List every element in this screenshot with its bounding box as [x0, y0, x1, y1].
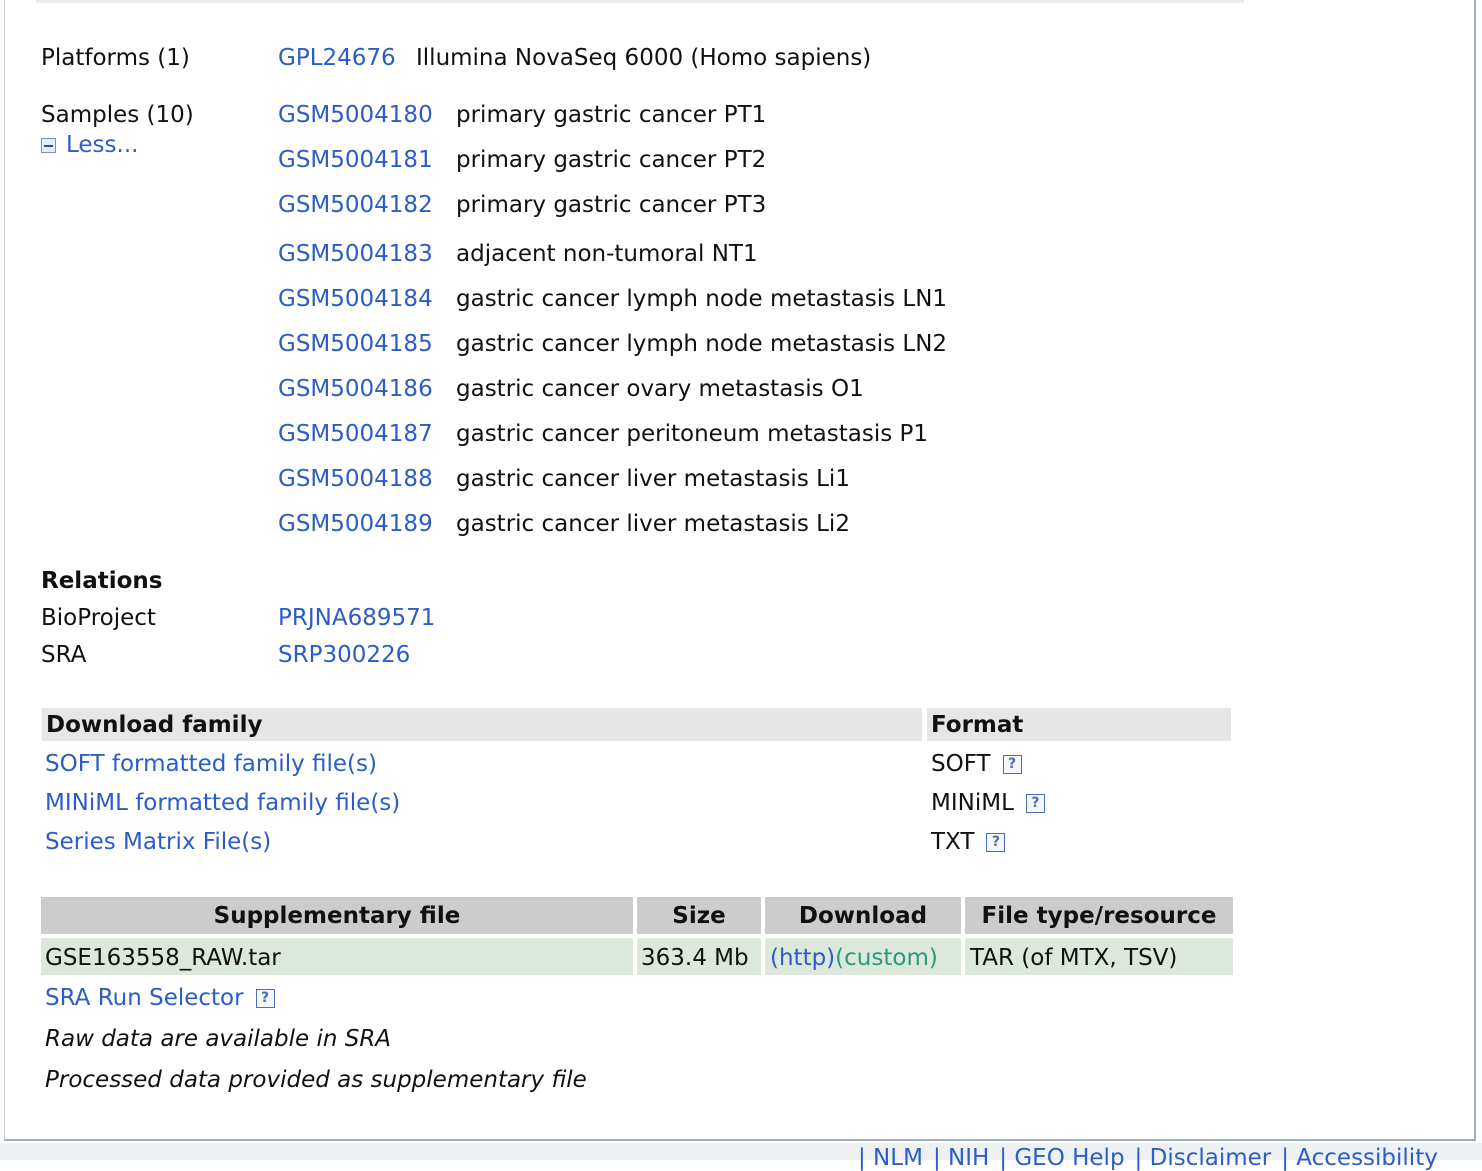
footer-link-geo-help[interactable]: | GEO Help: [999, 1145, 1125, 1171]
sample-accession-link[interactable]: GSM5004181: [278, 147, 433, 173]
soft-family-link[interactable]: SOFT formatted family file(s): [45, 751, 377, 777]
help-icon[interactable]: ?: [1026, 794, 1045, 813]
platforms-label: Platforms (1): [41, 45, 190, 71]
platform-accession-link[interactable]: GPL24676: [278, 45, 396, 71]
sample-accession-link[interactable]: GSM5004186: [278, 376, 433, 402]
supp-file-size: 363.4 Mb: [637, 938, 761, 975]
footer-link-disclaimer[interactable]: | Disclaimer: [1134, 1145, 1272, 1171]
sample-title: gastric cancer peritoneum metastasis P1: [456, 421, 929, 447]
sample-title: gastric cancer ovary metastasis O1: [456, 376, 864, 402]
sample-accession-link[interactable]: GSM5004180: [278, 102, 433, 128]
raw-data-note: Raw data are available in SRA: [45, 1026, 392, 1052]
supp-download-cell: [765, 938, 961, 975]
relation-label-bioproject: BioProject: [41, 605, 156, 631]
sample-accession-link[interactable]: GSM5004189: [278, 511, 433, 537]
sra-run-selector: [45, 984, 275, 1012]
samples-label: Samples (10): [41, 102, 194, 128]
sample-title: primary gastric cancer PT3: [456, 192, 767, 218]
less-toggle[interactable]: [41, 131, 138, 159]
footer-link-nih[interactable]: | NIH: [932, 1145, 990, 1171]
footer-link-accessibility[interactable]: | Accessibility: [1281, 1145, 1438, 1171]
bioproject-link[interactable]: PRJNA689571: [278, 605, 436, 631]
sample-accession-link[interactable]: GSM5004184: [278, 286, 433, 312]
supp-file-type: TAR (of MTX, TSV): [965, 938, 1233, 975]
sample-title: primary gastric cancer PT2: [456, 147, 767, 173]
format-header: Format: [927, 708, 1231, 741]
sra-link[interactable]: SRP300226: [278, 642, 411, 668]
sample-accession-link[interactable]: GSM5004183: [278, 241, 433, 267]
help-icon[interactable]: ?: [986, 833, 1005, 852]
top-divider: [36, 0, 1244, 3]
sra-run-selector-link[interactable]: SRA Run Selector: [45, 985, 244, 1011]
download-family-header: Download family: [42, 708, 922, 741]
sample-accession-link[interactable]: GSM5004187: [278, 421, 433, 447]
sample-accession-link[interactable]: GSM5004188: [278, 466, 433, 492]
sample-title: gastric cancer lymph node metastasis LN1: [456, 286, 948, 312]
sample-accession-link[interactable]: GSM5004185: [278, 331, 433, 357]
sample-title: gastric cancer liver metastasis Li2: [456, 511, 850, 537]
format-txt-label: TXT: [931, 829, 975, 855]
supp-header-type: File type/resource: [965, 897, 1233, 934]
format-soft: [931, 750, 1022, 778]
help-icon[interactable]: ?: [1003, 755, 1022, 774]
sample-title: primary gastric cancer PT1: [456, 102, 767, 128]
miniml-family-link[interactable]: MINiML formatted family file(s): [45, 790, 401, 816]
collapse-icon[interactable]: [41, 138, 56, 153]
relation-label-sra: SRA: [41, 642, 87, 668]
supp-file-name: GSE163558_RAW.tar: [41, 938, 633, 975]
sample-title: gastric cancer lymph node metastasis LN2: [456, 331, 948, 357]
sample-accession-link[interactable]: GSM5004182: [278, 192, 433, 218]
sample-title: gastric cancer liver metastasis Li1: [456, 466, 850, 492]
less-link[interactable]: Less...: [66, 132, 139, 158]
footer-link-nlm[interactable]: | NLM: [858, 1145, 923, 1171]
series-matrix-link[interactable]: Series Matrix File(s): [45, 829, 272, 855]
relations-heading: Relations: [41, 568, 163, 594]
supp-header-file: Supplementary file: [41, 897, 633, 934]
sample-title: adjacent non-tumoral NT1: [456, 241, 758, 267]
format-soft-label: SOFT: [931, 751, 991, 777]
supp-header-size: Size: [637, 897, 761, 934]
platform-title: Illumina NovaSeq 6000 (Homo sapiens): [416, 45, 872, 71]
format-miniml: [931, 789, 1045, 817]
processed-data-note: Processed data provided as supplementary file: [45, 1067, 587, 1093]
supp-header-download: Download: [765, 897, 961, 934]
help-icon[interactable]: ?: [256, 989, 275, 1008]
custom-download-link[interactable]: (custom): [835, 945, 938, 971]
footer-links: [858, 1147, 1448, 1170]
http-download-link[interactable]: (http): [770, 945, 836, 971]
format-miniml-label: MINiML: [931, 790, 1014, 816]
format-txt: [931, 828, 1005, 856]
